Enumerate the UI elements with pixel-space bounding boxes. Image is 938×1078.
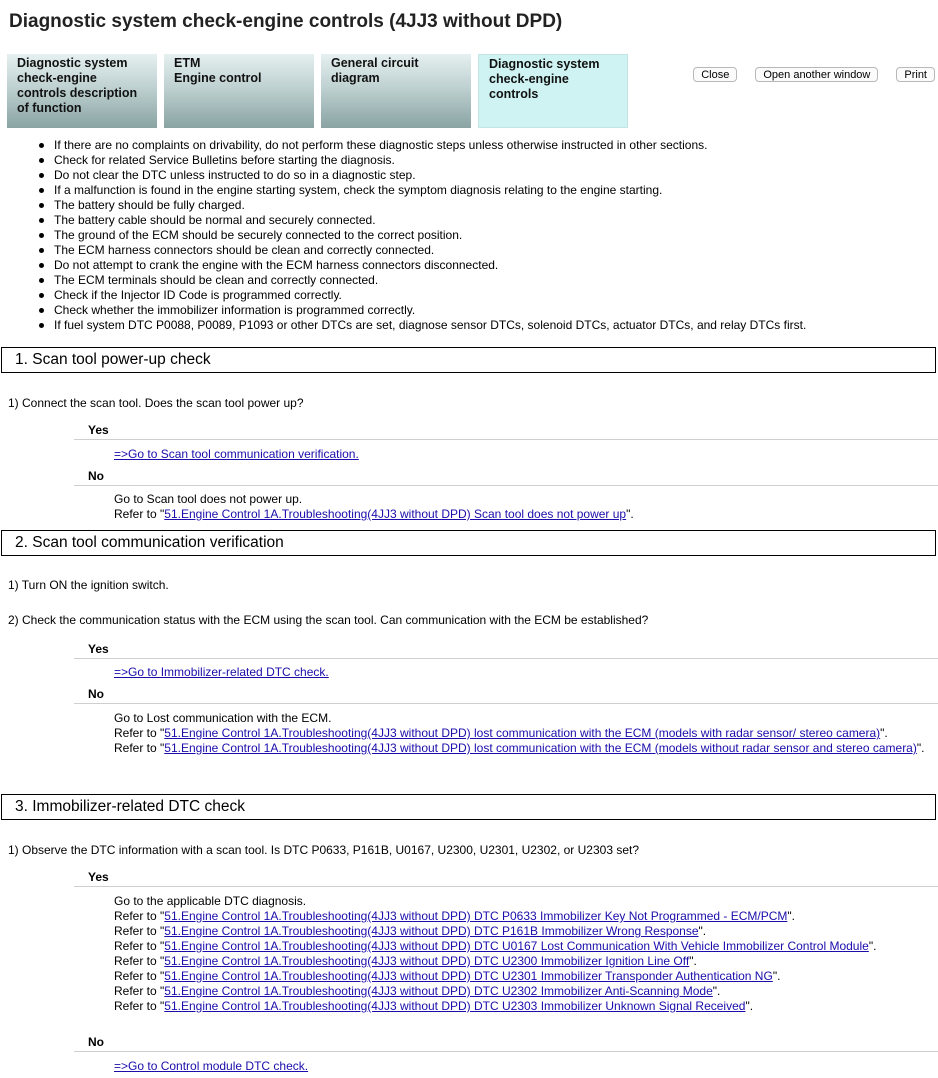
tab-diagnostic-check[interactable]: Diagnostic system check-engine controls <box>478 54 628 128</box>
go-to-immobilizer-link[interactable]: =>Go to Immobilizer-related DTC check. <box>114 665 329 679</box>
tab-bar <box>7 54 635 128</box>
divider <box>74 886 938 887</box>
divider <box>74 703 938 704</box>
list-item: Do not clear the DTC unless instructed to do so in a diagnostic step. <box>54 168 806 183</box>
go-to-communication-link[interactable]: =>Go to Scan tool communication verification. <box>114 447 359 461</box>
reference-link[interactable]: 51.Engine Control 1A.Troubleshooting(4JJ3 without DPD) lost communication with the ECM (models with radar sensor/ stereo camera) <box>164 726 881 740</box>
refer-to-label: Refer to " <box>114 954 165 968</box>
list-item: If a malfunction is found in the engine starting system, check the symptom diagnosis relating to the engine starting. <box>54 183 806 198</box>
section-2-step-2: 2) Check the communication status with the ECM using the scan tool. Can communication with the ECM be established? <box>8 613 649 627</box>
divider <box>74 1051 938 1052</box>
section-2-header: 2. Scan tool communication verification <box>1 530 936 556</box>
reference-line <box>114 507 934 522</box>
reference-line <box>114 909 934 924</box>
quote-close: ". <box>916 741 925 755</box>
tab-description-of-function[interactable]: Diagnostic system check-engine controls description of function <box>7 54 157 128</box>
tab-etm-engine-control[interactable] <box>164 54 314 128</box>
yes-result-text: Go to the applicable DTC diagnosis. <box>114 894 307 908</box>
refer-to-label: Refer to " <box>114 999 165 1013</box>
reference-line <box>114 954 934 969</box>
section-3-no-result <box>114 1059 934 1074</box>
section-2-no-result <box>114 711 934 756</box>
section-1-header: 1. Scan tool power-up check <box>1 347 936 373</box>
print-button[interactable]: Print <box>896 67 935 82</box>
quote-close: ". <box>626 507 634 521</box>
reference-line <box>114 984 934 999</box>
section-3-step-1: 1) Observe the DTC information with a scan tool. Is DTC P0633, P161B, U0167, U2300, U2301, U2302, or U2303 set? <box>8 843 640 857</box>
refer-to-label: Refer to " <box>114 726 165 740</box>
tab-general-circuit-diagram[interactable]: General circuit diagram <box>321 54 471 128</box>
no-result-text: Go to Lost communication with the ECM. <box>114 711 332 725</box>
list-item: The battery cable should be normal and securely connected. <box>54 213 806 228</box>
reference-line <box>114 726 934 741</box>
list-item: The ECM terminals should be clean and correctly connected. <box>54 273 806 288</box>
reference-link[interactable]: 51.Engine Control 1A.Troubleshooting(4JJ3 without DPD) Scan tool does not power up <box>164 507 627 521</box>
reference-link[interactable]: 51.Engine Control 1A.Troubleshooting(4JJ3 without DPD) DTC U2303 Immobilizer Unknown Signal Received <box>164 999 746 1013</box>
reference-link[interactable]: 51.Engine Control 1A.Troubleshooting(4JJ3 without DPD) DTC P0633 Immobilizer Key Not Programmed - ECM/PCM <box>164 909 788 923</box>
reference-link[interactable]: 51.Engine Control 1A.Troubleshooting(4JJ3 without DPD) DTC P161B Immobilizer Wrong Response <box>164 924 699 938</box>
page-title: Diagnostic system check-engine controls (4JJ3 without DPD) <box>9 11 563 32</box>
section-2-step-1: 1) Turn ON the ignition switch. <box>8 578 169 592</box>
section-1-step-1: 1) Connect the scan tool. Does the scan tool power up? <box>8 396 304 410</box>
section-3-yes-result <box>114 894 934 1014</box>
reference-link[interactable]: 51.Engine Control 1A.Troubleshooting(4JJ3 without DPD) DTC U2302 Immobilizer Anti-Scanning Mode <box>164 984 713 998</box>
reference-line <box>114 969 934 984</box>
refer-to-label: Refer to " <box>114 939 165 953</box>
quote-close: ". <box>745 999 754 1013</box>
section-1-no-result <box>114 492 934 522</box>
quote-close: ". <box>689 954 697 968</box>
quote-close: ". <box>712 984 721 998</box>
list-item: The ECM harness connectors should be clean and correctly connected. <box>54 243 806 258</box>
reference-link[interactable]: 51.Engine Control 1A.Troubleshooting(4JJ3 without DPD) DTC U2301 Immobilizer Transponder Authentication NG <box>164 969 773 983</box>
refer-to-label: Refer to " <box>114 969 165 983</box>
open-window-button[interactable]: Open another window <box>755 67 878 82</box>
close-button[interactable]: Close <box>693 67 737 82</box>
reference-line <box>114 741 934 756</box>
reference-link[interactable]: 51.Engine Control 1A.Troubleshooting(4JJ3 without DPD) DTC U0167 Lost Communication With Vehicle Immobilizer Control Module <box>164 939 869 953</box>
divider <box>74 658 938 659</box>
reference-line <box>114 939 934 954</box>
list-item: Check if the Injector ID Code is programmed correctly. <box>54 288 806 303</box>
no-label: No <box>88 1035 104 1049</box>
list-item: The ground of the ECM should be securely connected to the correct position. <box>54 228 806 243</box>
list-item: Do not attempt to crank the engine with the ECM harness connectors disconnected. <box>54 258 806 273</box>
section-3-header: 3. Immobilizer-related DTC check <box>1 794 936 820</box>
quote-close: ". <box>698 924 707 938</box>
reference-link[interactable]: 51.Engine Control 1A.Troubleshooting(4JJ3 without DPD) DTC U2300 Immobilizer Ignition Line Off <box>164 954 690 968</box>
list-item: Check whether the immobilizer information is programmed correctly. <box>54 303 806 318</box>
no-label: No <box>88 687 104 701</box>
list-item: Check for related Service Bulletins before starting the diagnosis. <box>54 153 806 168</box>
refer-to-label: Refer to " <box>114 507 165 521</box>
yes-label: Yes <box>88 642 109 656</box>
quote-close: ". <box>868 939 877 953</box>
quote-close: ". <box>772 969 781 983</box>
section-1-yes-result <box>114 447 934 462</box>
refer-to-label: Refer to " <box>114 909 165 923</box>
go-to-control-module-link[interactable]: =>Go to Control module DTC check. <box>114 1059 309 1073</box>
list-item: If there are no complaints on drivability, do not perform these diagnostic steps unless otherwise instructed in other sections. <box>54 138 806 153</box>
refer-to-label: Refer to " <box>114 984 165 998</box>
action-buttons <box>693 67 935 82</box>
divider <box>74 485 938 486</box>
reference-line <box>114 999 934 1014</box>
reference-line <box>114 924 934 939</box>
quote-close: ". <box>787 909 796 923</box>
reference-link[interactable]: 51.Engine Control 1A.Troubleshooting(4JJ3 without DPD) lost communication with the ECM (models without radar sensor and stereo camera) <box>164 741 917 755</box>
list-item: The battery should be fully charged. <box>54 198 806 213</box>
refer-to-label: Refer to " <box>114 924 165 938</box>
list-item: If fuel system DTC P0088, P0089, P1093 or other DTCs are set, diagnose sensor DTCs, solenoid DTCs, actuator DTCs, and relay DTCs first. <box>54 318 807 332</box>
divider <box>74 439 938 440</box>
refer-to-label: Refer to " <box>114 741 165 755</box>
yes-label: Yes <box>88 423 109 437</box>
no-result-text: Go to Scan tool does not power up. <box>114 492 303 506</box>
quote-close: ". <box>880 726 888 740</box>
yes-label: Yes <box>88 870 109 884</box>
precaution-list <box>24 138 806 333</box>
no-label: No <box>88 469 104 483</box>
section-2-yes-result <box>114 665 934 680</box>
tab-etm-label: ETM Engine control <box>174 56 262 85</box>
